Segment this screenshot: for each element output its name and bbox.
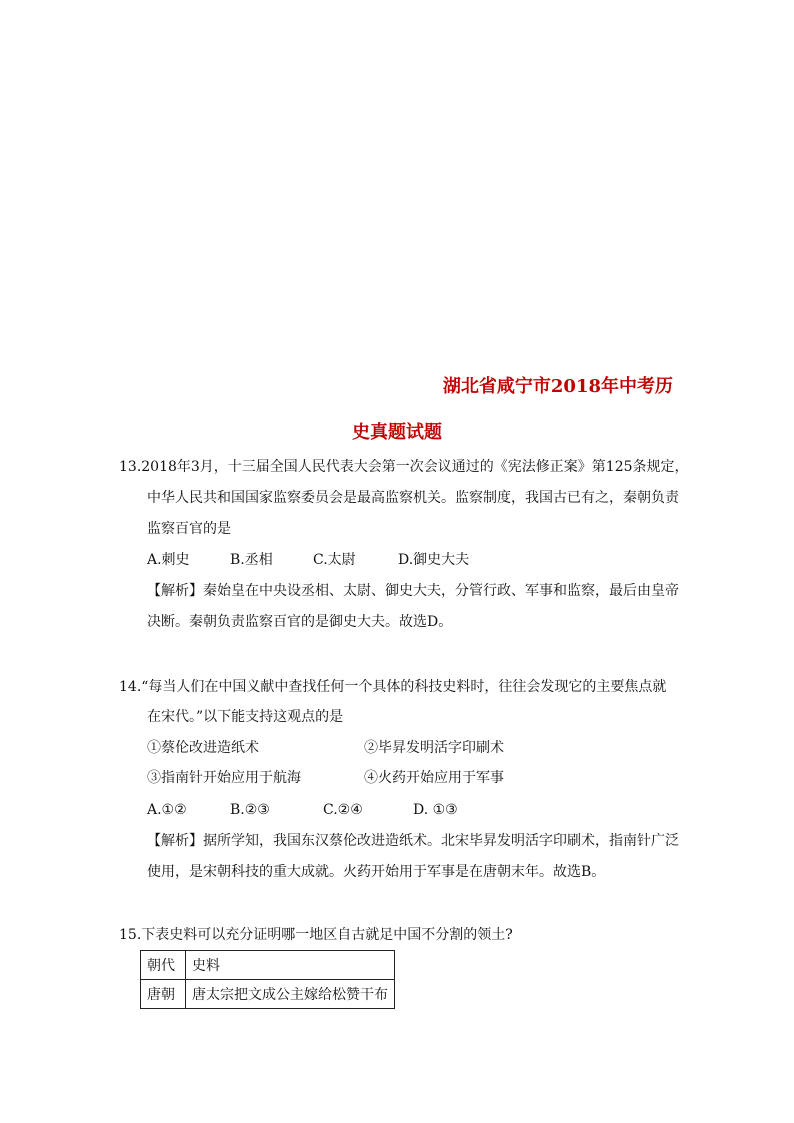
q13-line2: 中华人民共和国国家监察委员会是最高监察机关。监察制度，我国古已有之，秦朝负责 xyxy=(147,490,679,506)
q15-source-table xyxy=(140,950,395,1009)
q13-line1: 13.2018年3月，十三届全国人民代表大会第一次会议通过的《宪法修正案》第125条规定， xyxy=(119,459,689,475)
q14-item-2: ②毕昇发明活字印刷术 xyxy=(364,740,504,756)
document-title-line1: 湖北省咸宁市2018年中考历 xyxy=(442,376,673,397)
table-row xyxy=(141,980,395,1009)
q14-option-c: C.②④ xyxy=(323,802,363,818)
table-cell-source: 唐太宗把文成公主嫁给松赞干布 xyxy=(186,980,395,1009)
document-title-line2: 史真题试题 xyxy=(352,422,442,443)
table-header-dynasty: 朝代 xyxy=(141,951,186,980)
q13-line3: 监察百官的是 xyxy=(147,521,231,537)
q13-option-d: D.御史大夫 xyxy=(398,552,470,568)
q13-option-a: A.刺史 xyxy=(147,552,190,568)
table-header-row xyxy=(141,951,395,980)
q15-line1: 15.下表史料可以充分证明哪一地区自古就足中国不分割的领土? xyxy=(119,927,513,943)
table-cell-dynasty: 唐朝 xyxy=(141,980,186,1009)
q14-option-a: A.①② xyxy=(147,802,187,818)
q14-item-1: ①蔡伦改进造纸术 xyxy=(147,740,259,756)
q13-analysis-line1: 【解析】秦始皇在中央设丞相、太尉、御史大夫，分管行政、军事和监察，最后由皇帝 xyxy=(147,583,679,599)
q14-item-3: ③指南针开始应用于航海 xyxy=(147,770,301,786)
q13-option-c: C.太尉 xyxy=(313,552,356,568)
q14-line1: 14.“每当人们在中国义献中查找任何一个具体的科技史料时，往往会发现它的主要焦点就 xyxy=(119,679,667,695)
table-header-source: 史料 xyxy=(186,951,395,980)
q14-analysis-line1: 【解析】据所学知，我国东汉蔡伦改进造纸术。北宋毕昇发明活字印刷术，指南针广泛 xyxy=(147,833,679,849)
q14-line2: 在宋代。”以下能支持这观点的是 xyxy=(147,709,344,725)
q13-option-b: B.丞相 xyxy=(230,552,273,568)
q14-option-b: B.②③ xyxy=(230,802,270,818)
q14-analysis-line2: 使用，是宋朝科技的重大成就。火药开始用于军事是在唐朝末年。故选B。 xyxy=(147,864,606,880)
q14-option-d: D. ①③ xyxy=(413,802,458,818)
q14-item-4: ④火药开始应用于军事 xyxy=(364,770,504,786)
q13-analysis-line2: 决断。秦朝负责监察百官的是御史大夫。故选D。 xyxy=(147,614,453,630)
